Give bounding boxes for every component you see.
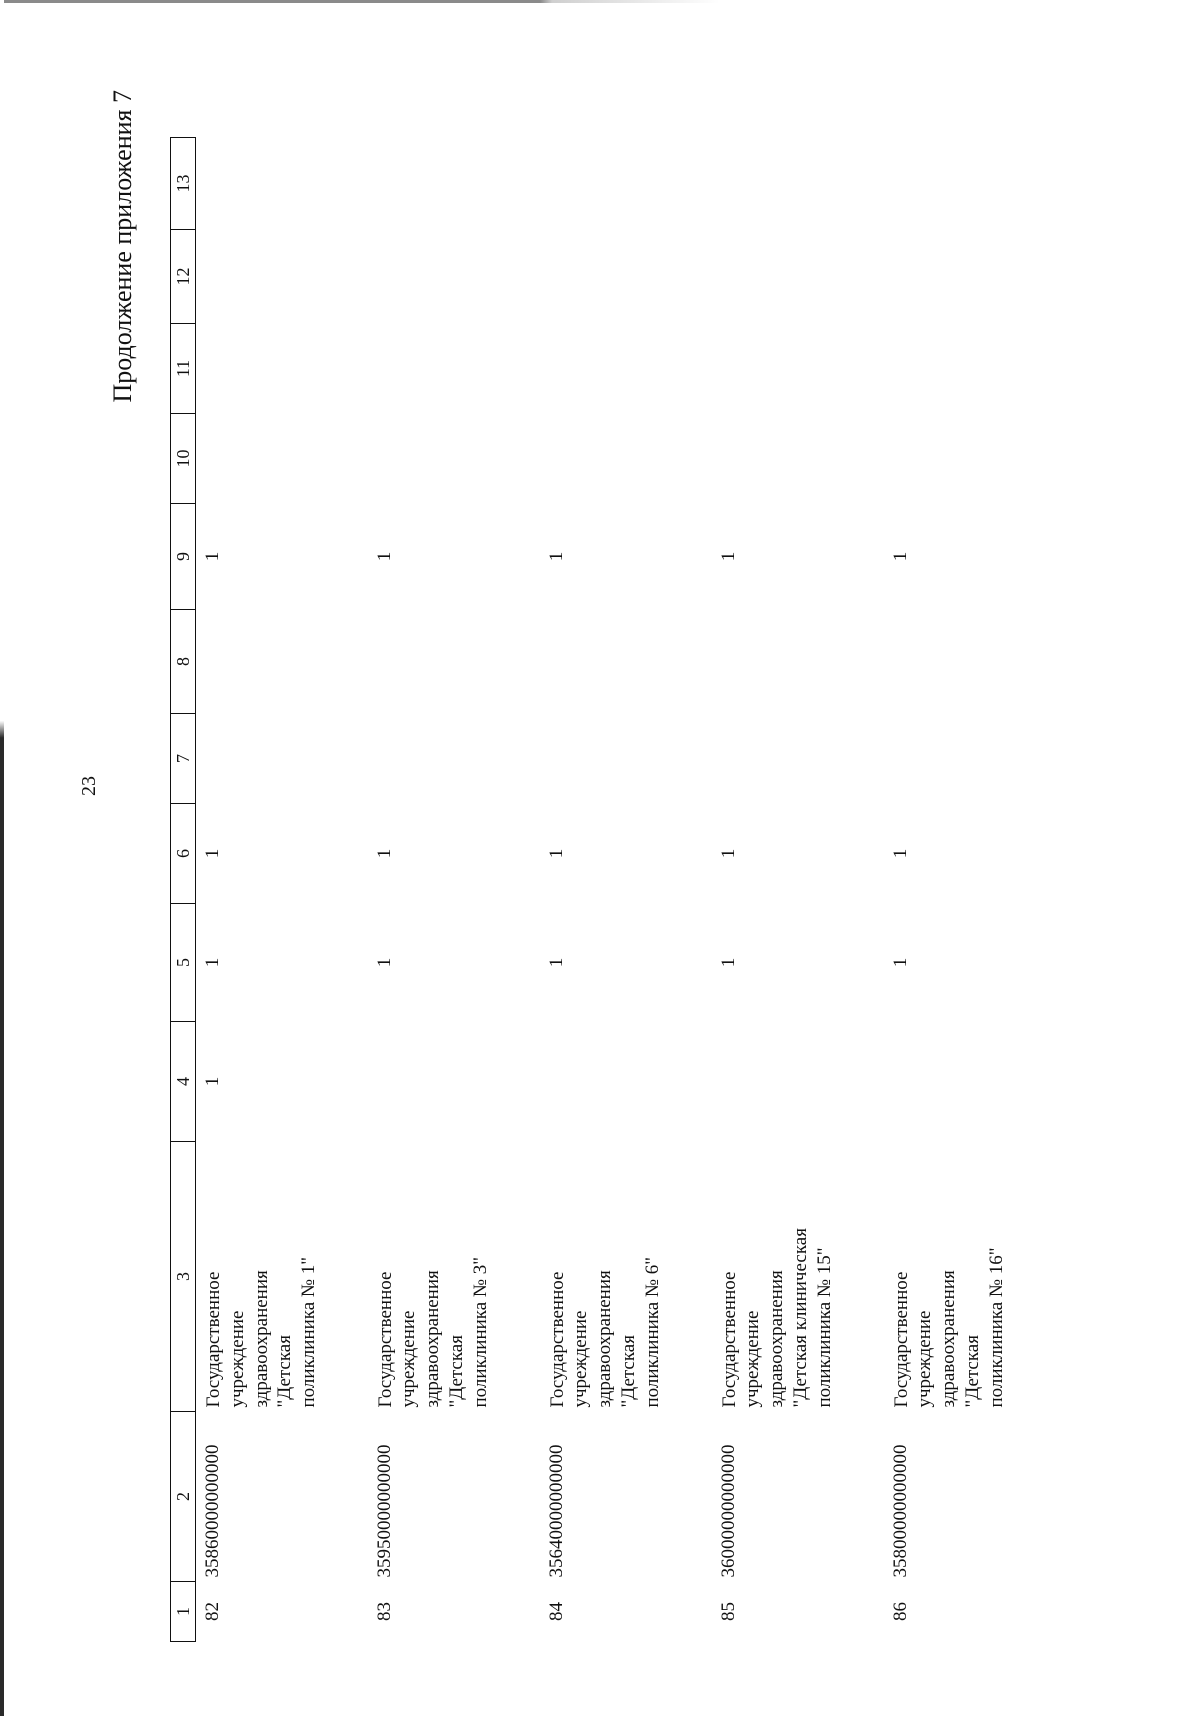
name-line: учреждение — [398, 1310, 420, 1408]
row-institution-name — [712, 1142, 884, 1412]
row-code: 35800000000000 — [889, 1444, 911, 1578]
value-cell — [196, 714, 368, 804]
row-code: 36000000000000 — [717, 1444, 739, 1578]
name-line: Государственное — [546, 1271, 568, 1408]
value-cell — [368, 138, 540, 230]
value-cell — [540, 324, 712, 414]
column-header: 7 — [171, 714, 196, 804]
table-row — [540, 138, 712, 1642]
value-cell: 1 — [373, 848, 395, 859]
value-cell — [884, 610, 1104, 714]
table-header-row — [171, 138, 196, 1642]
name-line: здравоохранения — [938, 1270, 959, 1408]
row-institution-name — [368, 1142, 540, 1412]
column-header: 2 — [171, 1412, 196, 1582]
name-line: "Детская — [961, 1335, 983, 1408]
row-number: 83 — [373, 1602, 395, 1621]
row-code: 35640000000000 — [545, 1444, 567, 1578]
column-header: 1 — [171, 1582, 196, 1642]
row-number: 82 — [202, 1602, 223, 1621]
value-cell — [540, 138, 712, 230]
value-cell: 1 — [202, 551, 223, 562]
value-cell — [712, 610, 884, 714]
column-header: 6 — [171, 804, 196, 904]
value-cell — [368, 1022, 540, 1142]
appendix-table — [170, 137, 1104, 1642]
value-cell — [884, 230, 1104, 324]
name-line: здравоохранения — [594, 1270, 615, 1408]
value-cell: 1 — [889, 551, 911, 562]
value-cell: 1 — [202, 848, 223, 859]
value-cell: 1 — [545, 957, 567, 968]
value-cell: 1 — [202, 1076, 223, 1087]
row-code: 35860000000000 — [202, 1444, 223, 1578]
name-line: Государственное — [374, 1271, 396, 1408]
value-cell: 1 — [373, 957, 395, 968]
value-cell: 1 — [717, 957, 739, 968]
value-cell: 1 — [889, 848, 911, 859]
value-cell — [712, 230, 884, 324]
column-header: 13 — [171, 138, 196, 230]
name-line: здравоохранения — [422, 1270, 443, 1408]
value-cell: 1 — [545, 848, 567, 859]
value-cell — [712, 714, 884, 804]
value-cell — [196, 324, 368, 414]
table-row — [884, 138, 1104, 1642]
column-header: 10 — [171, 414, 196, 504]
value-cell — [884, 714, 1104, 804]
value-cell: 1 — [545, 551, 567, 562]
name-line: учреждение — [570, 1310, 592, 1408]
table-row — [196, 138, 368, 1642]
column-header: 3 — [171, 1142, 196, 1412]
column-header: 11 — [171, 324, 196, 414]
name-line: поликлиника № 15" — [813, 1247, 835, 1408]
value-cell — [540, 414, 712, 504]
value-cell — [196, 414, 368, 504]
row-number: 86 — [889, 1602, 911, 1621]
page-number: 23 — [78, 776, 100, 796]
value-cell: 1 — [717, 551, 739, 562]
value-cell: 1 — [717, 848, 739, 859]
row-institution-name — [884, 1142, 1104, 1412]
row-code: 35950000000000 — [373, 1444, 395, 1578]
row-institution-name — [540, 1142, 712, 1412]
name-line: "Детская — [274, 1335, 296, 1408]
value-cell — [540, 1022, 712, 1142]
name-line: поликлиника № 16" — [985, 1247, 1007, 1408]
table-row — [712, 138, 884, 1642]
value-cell — [196, 138, 368, 230]
column-header: 12 — [171, 230, 196, 324]
name-line: учреждение — [226, 1310, 248, 1408]
column-header: 8 — [171, 610, 196, 714]
value-cell — [540, 610, 712, 714]
name-line: Государственное — [718, 1271, 740, 1408]
column-header: 9 — [171, 504, 196, 610]
column-header: 4 — [171, 1022, 196, 1142]
value-cell — [368, 414, 540, 504]
value-cell — [884, 138, 1104, 230]
value-cell — [368, 610, 540, 714]
value-cell — [196, 610, 368, 714]
name-line: здравоохранения — [250, 1270, 272, 1408]
value-cell — [540, 230, 712, 324]
name-line: поликлиника № 3" — [469, 1256, 491, 1408]
name-line: поликлиника № 1" — [298, 1256, 319, 1408]
value-cell — [884, 414, 1104, 504]
value-cell — [884, 1022, 1104, 1142]
value-cell — [712, 1022, 884, 1142]
value-cell — [712, 324, 884, 414]
name-line: "Детская — [617, 1335, 639, 1408]
column-header: 5 — [171, 904, 196, 1022]
name-line: учреждение — [914, 1310, 936, 1408]
value-cell — [884, 324, 1104, 414]
value-cell — [196, 230, 368, 324]
continuation-label: Продолжение приложения 7 — [108, 90, 137, 403]
row-number: 85 — [717, 1602, 739, 1621]
value-cell — [368, 324, 540, 414]
value-cell: 1 — [373, 551, 395, 562]
name-line: учреждение — [742, 1310, 764, 1408]
value-cell — [712, 414, 884, 504]
name-line: "Детская клиническая — [789, 1228, 811, 1408]
value-cell — [712, 138, 884, 230]
row-number: 84 — [545, 1602, 567, 1621]
name-line: здравоохранения — [766, 1270, 787, 1408]
name-line: поликлиника № 6" — [641, 1256, 663, 1408]
table-row — [368, 138, 540, 1642]
name-line: Государственное — [890, 1271, 912, 1408]
value-cell: 1 — [889, 957, 911, 968]
value-cell — [368, 714, 540, 804]
value-cell — [540, 714, 712, 804]
value-cell — [368, 230, 540, 324]
name-line: Государственное — [203, 1271, 224, 1408]
value-cell: 1 — [202, 957, 223, 968]
row-institution-name — [196, 1142, 368, 1412]
name-line: "Детская — [445, 1335, 467, 1408]
